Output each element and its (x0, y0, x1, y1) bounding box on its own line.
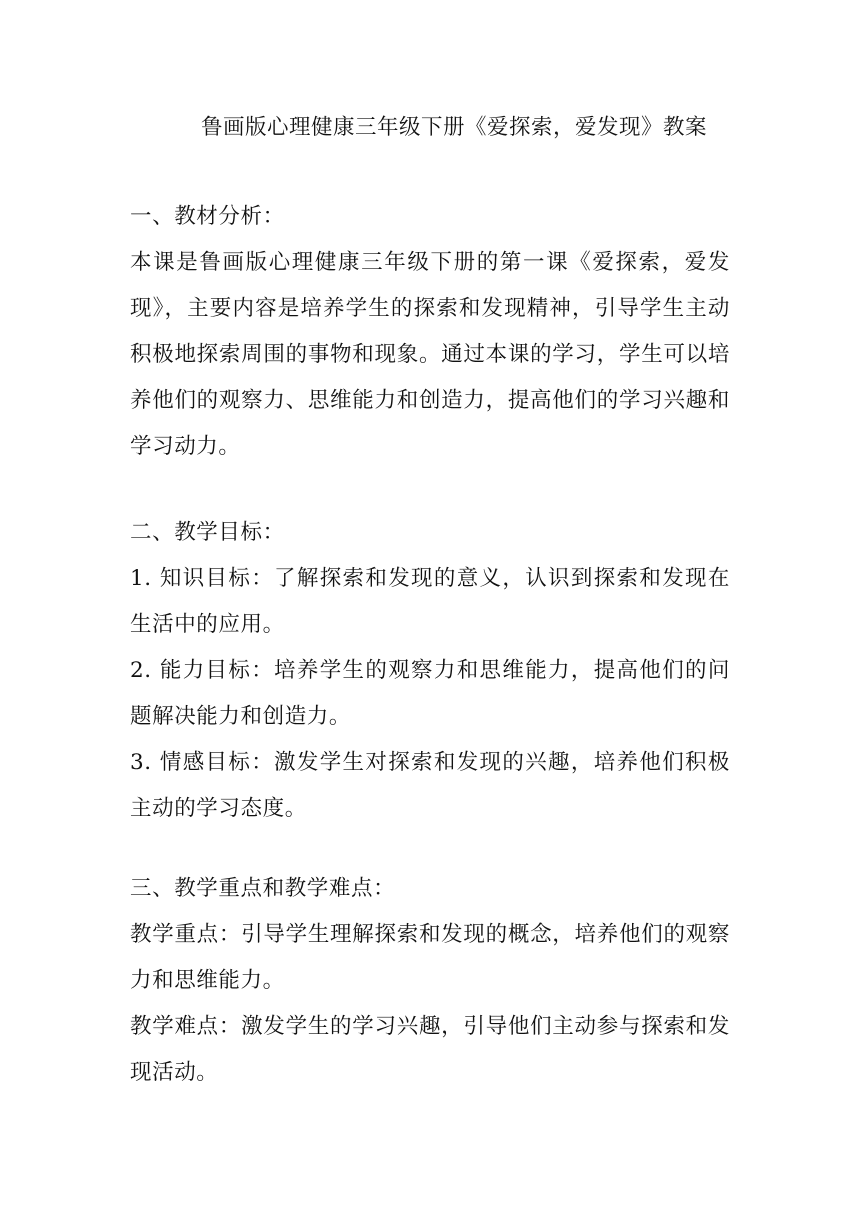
section-paragraph: 本课是鲁画版心理健康三年级下册的第一课《爱探索，爱发现》，主要内容是培养学生的探索和发现精神，引导学生主动积极地探索周围的事物和现象。通过本课的学习，学生可以培养他们的观察力、思维能力和创造力，提高他们的学习兴趣和学习动力。 (130, 250, 730, 459)
section-heading: 二、教学目标： (130, 520, 285, 545)
list-item: 教学重点：引导学生理解探索和发现的概念，培养他们的观察力和思维能力。 (130, 922, 730, 993)
list-item: 1. 知识目标：了解探索和发现的意义，认识到探索和发现在生活中的应用。 (130, 566, 730, 637)
section-textbook-analysis (130, 194, 730, 470)
list-item: 3. 情感目标：激发学生对探索和发现的兴趣，培养他们积极主动的学习态度。 (130, 750, 730, 821)
section-heading: 一、教材分析： (130, 204, 285, 229)
section-teaching-goals (130, 510, 730, 832)
section-heading: 三、教学重点和教学难点： (130, 876, 396, 901)
section-key-and-difficult-points (130, 866, 730, 1096)
list-item: 2. 能力目标：培养学生的观察力和思维能力，提高他们的问题解决能力和创造力。 (130, 658, 730, 729)
list-item: 教学难点：激发学生的学习兴趣，引导他们主动参与探索和发现活动。 (130, 1014, 730, 1085)
document-title: 鲁画版心理健康三年级下册《爱探索，爱发现》教案 (200, 115, 707, 140)
document-page (130, 0, 730, 1216)
